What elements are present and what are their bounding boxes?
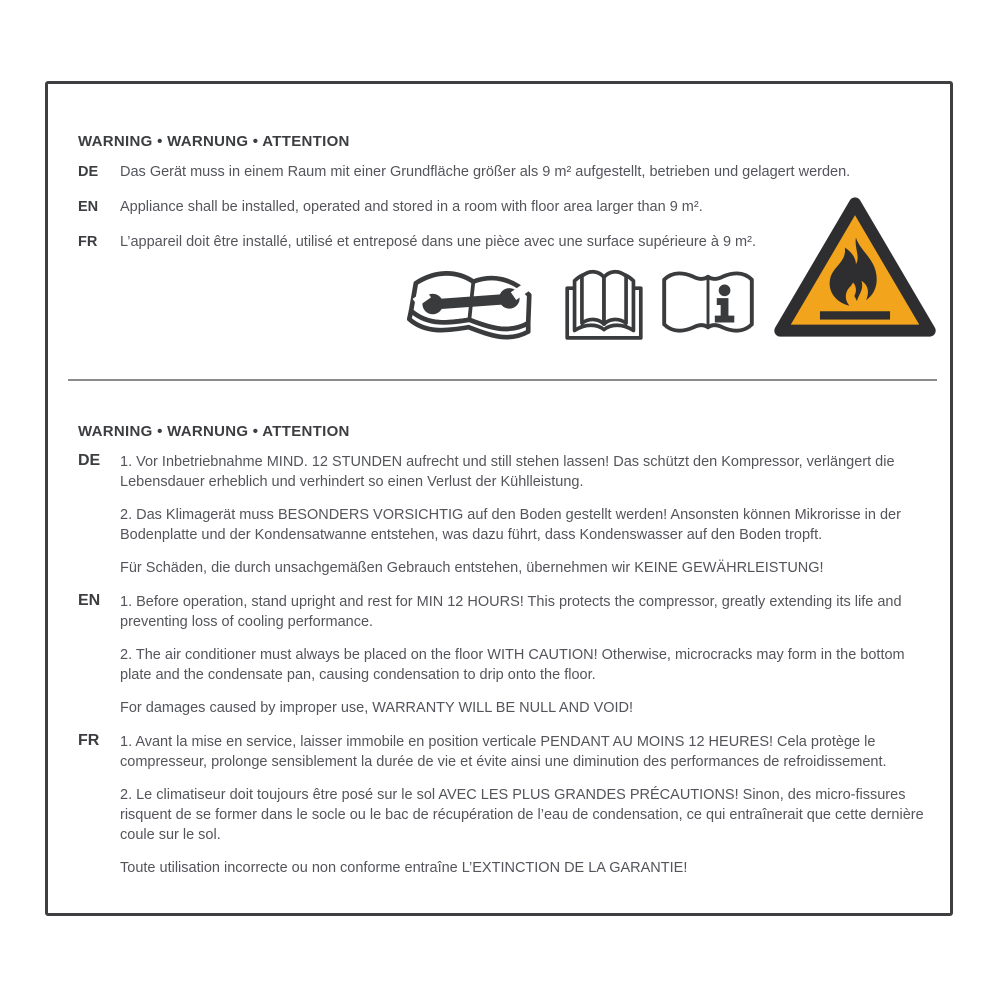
paragraph: Toute utilisation incorrecte ou non conforme entraîne L’EXTINCTION DE LA GARANTIE! bbox=[120, 860, 688, 876]
service-manual-wrench-icon bbox=[398, 261, 544, 347]
paragraph: 1. Avant la mise en service, laisser immobile en position verticale PENDANT AU MOINS 12 HEURES! Cela protège le compresseur, prolonge sensiblement la durée de vie et évite ainsi une diminution des performances de refroidissement. bbox=[120, 734, 887, 770]
flammable-warning-icon bbox=[772, 194, 938, 340]
language-label-en: EN bbox=[78, 592, 101, 609]
language-label-de: DE bbox=[78, 164, 99, 180]
warning-text-de: Das Gerät muss in einem Raum mit einer Grundfläche größer als 9 m² aufgestellt, betrieben und gelagert werden. bbox=[120, 164, 851, 180]
warning-text-fr: L’appareil doit être installé, utilisé et entreposé dans une pièce avec une surface supérieure à 9 m². bbox=[120, 234, 756, 250]
warning-block-de bbox=[78, 452, 940, 578]
handling-warning-section bbox=[78, 423, 940, 892]
warning-paragraphs-de bbox=[120, 452, 938, 578]
language-label-fr: FR bbox=[78, 732, 100, 749]
warning-paragraphs-en bbox=[120, 592, 938, 718]
read-manual-book-icon bbox=[558, 260, 650, 344]
warning-text-en: Appliance shall be installed, operated and stored in a room with floor area larger than 9 m². bbox=[120, 199, 703, 215]
section-divider bbox=[68, 379, 937, 381]
language-label-fr: FR bbox=[78, 234, 98, 250]
paragraph: 1. Before operation, stand upright and rest for MIN 12 HOURS! This protects the compressor, greatly extending its life and preventing loss of cooling performance. bbox=[120, 594, 902, 630]
paragraph: For damages caused by improper use, WARRANTY WILL BE NULL AND VOID! bbox=[120, 700, 634, 716]
warning-block-fr bbox=[78, 732, 940, 878]
section-title: WARNING • WARNUNG • ATTENTION bbox=[78, 423, 350, 440]
paragraph: 2. Le climatiseur doit toujours être posé sur le sol AVEC LES PLUS GRANDES PRÉCAUTIONS! Sinon, des micro-fissures risquent de se former dans le socle ou le bac de récupération de l’eau de condensation, ce qui entraînerait que cette dernière coule sur le sol. bbox=[120, 787, 924, 843]
warning-block-en bbox=[78, 592, 940, 718]
paragraph: 1. Vor Inbetriebnahme MIND. 12 STUNDEN aufrecht und still stehen lassen! Das schützt den Kompressor, verlängert die Lebensdauer erheblich und verhindert so einen Verlust der Kühlleistung. bbox=[120, 454, 895, 490]
paragraph: 2. Das Klimagerät muss BESONDERS VORSICHTIG auf den Boden gestellt werden! Ansonsten können Mikrorisse in der Bodenplatte und der Kondensatwanne entstehen, was dazu führt, dass Kondenswasser auf den Boden tropft. bbox=[120, 507, 901, 543]
warning-paragraphs-fr bbox=[120, 732, 938, 878]
section-title: WARNING • WARNUNG • ATTENTION bbox=[78, 133, 350, 150]
warning-row-de bbox=[78, 162, 940, 182]
paragraph: 2. The air conditioner must always be placed on the floor WITH CAUTION! Otherwise, microcracks may form in the bottom plate and the condensate pan, causing condensation to drip onto the floor. bbox=[120, 647, 905, 683]
paragraph: Für Schäden, die durch unsachgemäßen Gebrauch entstehen, übernehmen wir KEINE GEWÄHRLEISTUNG! bbox=[120, 560, 824, 576]
info-manual-book-icon bbox=[658, 266, 758, 340]
warning-panel bbox=[45, 81, 953, 916]
language-label-en: EN bbox=[78, 199, 99, 215]
language-label-de: DE bbox=[78, 452, 101, 469]
